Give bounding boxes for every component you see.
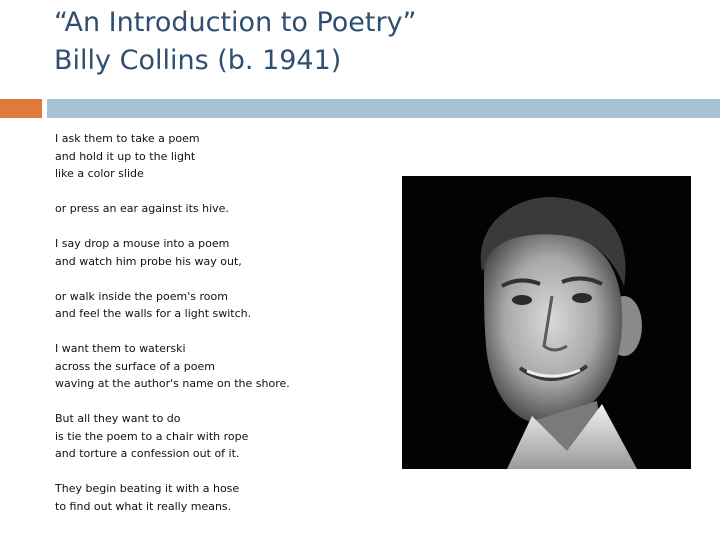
author-portrait-photo [402, 176, 691, 469]
poem-line: They begin beating it with a hose [55, 482, 240, 495]
poem-stanza [55, 288, 395, 323]
poem-line: I say drop a mouse into a poem [55, 237, 230, 250]
poem-line: to find out what it really means. [55, 499, 232, 513]
poem-stanza [55, 480, 395, 515]
slide-title [54, 4, 674, 80]
poem-line: is tie the poem to a chair with rope [55, 429, 249, 443]
poem-line: across the surface of a poem [55, 359, 215, 373]
portrait-icon [402, 176, 691, 469]
poem-line: But all they want to do [55, 412, 181, 425]
poem-line: and hold it up to the light [55, 149, 196, 163]
poem-stanza [55, 200, 395, 218]
poem-line: and feel the walls for a light switch. [55, 307, 252, 320]
poem-line: I want them to waterski [55, 342, 186, 355]
accent-bar [0, 99, 42, 118]
poem-line: or walk inside the poem's room [55, 289, 228, 303]
poem-line: and torture a confession out of it. [55, 447, 240, 460]
title-author: Billy Collins (b. 1941) [54, 45, 342, 76]
poem-stanza [55, 410, 395, 463]
poem-line: waving at the author's name on the shore. [55, 377, 290, 390]
poem-line: I ask them to take a poem [55, 132, 200, 145]
poem-stanza [55, 235, 395, 270]
title-divider-bar [47, 99, 720, 118]
poem-line: like a color slide [55, 167, 144, 180]
poem-line: or press an ear against its hive. [55, 202, 229, 215]
title-poem-name: “An Introduction to Poetry” [54, 7, 417, 38]
poem-stanza [55, 340, 395, 393]
poem-text [55, 130, 395, 533]
poem-stanza [55, 130, 395, 183]
poem-line: and watch him probe his way out, [55, 254, 242, 268]
